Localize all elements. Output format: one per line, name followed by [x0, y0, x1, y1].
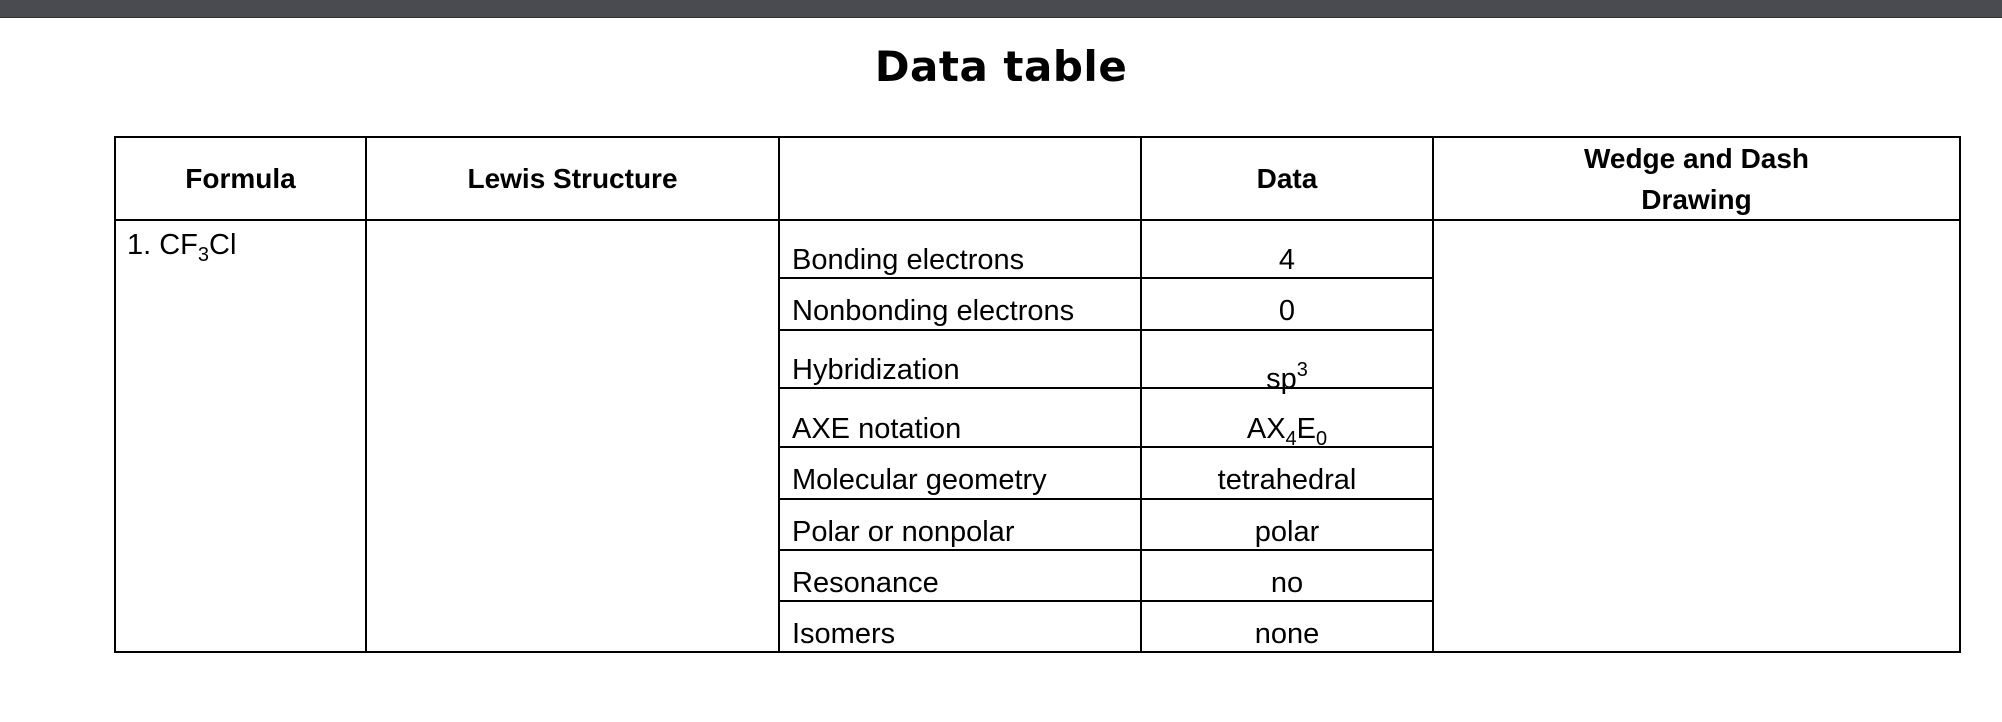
hybridization-superscript: 3 — [1296, 359, 1308, 381]
value-isomers: none — [1254, 618, 1320, 650]
value-nonbonding-electrons: 0 — [1278, 295, 1296, 327]
value-polarity: polar — [1254, 516, 1320, 548]
header-lewis-structure: Lewis Structure — [467, 163, 678, 194]
label-isomers: Isomers — [792, 618, 896, 650]
label-axe-notation: AXE notation — [792, 413, 962, 445]
label-molecular-geometry: Molecular geometry — [792, 464, 1047, 496]
label-bonding-electrons: Bonding electrons — [792, 244, 1025, 276]
value-bonding-electrons: 4 — [1278, 244, 1296, 276]
label-resonance: Resonance — [792, 567, 939, 599]
formula-prefix: 1. CF — [127, 229, 198, 261]
header-data: Data — [1256, 163, 1318, 194]
header-formula: Formula — [185, 163, 296, 194]
lewis-structure-cell — [367, 221, 778, 651]
row-divider — [778, 498, 1434, 500]
col-divider-2 — [778, 136, 780, 653]
axe-subscript-x: 4 — [1285, 428, 1297, 450]
axe-mid: E — [1296, 413, 1317, 445]
value-molecular-geometry: tetrahedral — [1217, 464, 1357, 496]
value-hybridization — [1142, 352, 1432, 397]
table-border-bottom — [114, 651, 1961, 653]
page-title: Data table — [874, 42, 1128, 91]
hybridization-base: sp — [1266, 363, 1297, 395]
wedge-dash-drawing-cell — [1434, 221, 1959, 651]
axe-subscript-e: 0 — [1316, 428, 1328, 450]
value-axe-notation — [1142, 411, 1432, 457]
table-border-left — [114, 136, 116, 653]
label-polarity: Polar or nonpolar — [792, 516, 1015, 548]
header-wedge-dash — [1434, 138, 1959, 220]
header-wedge-line2: Drawing — [1641, 184, 1752, 215]
label-nonbonding-electrons: Nonbonding electrons — [792, 295, 1075, 327]
header-wedge-line1: Wedge and Dash — [1583, 143, 1810, 174]
formula-subscript: 3 — [197, 244, 210, 266]
formula-suffix: Cl — [209, 229, 237, 261]
table-border-right — [1959, 136, 1961, 653]
row-divider — [778, 329, 1434, 331]
value-resonance: no — [1270, 567, 1304, 599]
window-top-bar — [0, 0, 2002, 18]
axe-base: AX — [1246, 413, 1286, 445]
formula-cell — [127, 227, 236, 273]
label-hybridization: Hybridization — [792, 354, 960, 386]
